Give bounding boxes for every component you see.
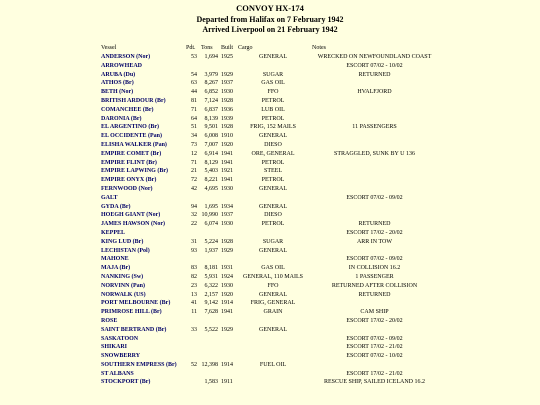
notes-cell: ARR IN TOW — [356, 238, 393, 245]
built-year-cell: 1928 — [221, 238, 233, 245]
tonnage-cell: 6,008 — [204, 133, 218, 140]
vessel-name: EMPIRE LAPWING (Br) — [101, 168, 168, 175]
cargo-cell: GRAIN — [263, 309, 283, 316]
table-row — [0, 299, 540, 308]
vessel-name: DARONIA (Br) — [101, 115, 142, 122]
notes-cell: CAM SHIP — [360, 309, 389, 316]
notes-cell: ESCORT 17/02 - 20/02 — [346, 229, 403, 236]
table-row — [0, 282, 540, 291]
table-row — [0, 343, 540, 352]
cargo-cell: GENERAL — [259, 291, 287, 298]
vessel-name: JAMES HAWSON (Nor) — [101, 221, 165, 228]
notes-cell: IN COLLISION 16.2 — [348, 265, 401, 272]
table-row — [0, 167, 540, 176]
position-cell: 42 — [191, 185, 197, 192]
tonnage-cell: 1,695 — [204, 203, 218, 210]
position-cell: 32 — [191, 212, 197, 219]
arrival-line: Arrived Liverpool on 21 February 1942 — [202, 25, 338, 34]
table-row — [0, 291, 540, 300]
departure-line: Departed from Halifax on 7 February 1942 — [196, 15, 344, 24]
built-year-cell: 1920 — [221, 141, 233, 148]
cargo-cell: ORE, GENERAL — [251, 150, 295, 157]
tonnage-cell: 6,914 — [204, 150, 218, 157]
notes-cell: 11 PASSENGERS — [352, 124, 397, 131]
position-cell: 34 — [191, 133, 197, 140]
built-year-cell: 1931 — [221, 265, 233, 272]
cargo-cell: FRIG, GENERAL — [250, 300, 296, 307]
table-row — [0, 264, 540, 273]
tonnage-cell: 5,403 — [204, 168, 218, 175]
vessel-name: PRIMROSE HILL (Br) — [101, 309, 162, 316]
table-row — [0, 247, 540, 256]
vessel-name: ATHOS (Br) — [101, 80, 134, 87]
position-cell: 63 — [191, 80, 197, 87]
tonnage-cell: 1,583 — [204, 379, 218, 386]
cargo-cell: SUGAR — [262, 71, 284, 78]
built-year-cell: 1920 — [221, 291, 233, 298]
tonnage-cell: 8,139 — [204, 115, 218, 122]
table-row — [0, 71, 540, 80]
notes-cell: ESCORT 17/02 - 21/02 — [346, 370, 403, 377]
built-year-cell: 1930 — [221, 89, 233, 96]
notes-cell: ESCORT 17/02 - 21/02 — [346, 344, 403, 351]
position-cell: 83 — [191, 265, 197, 272]
vessel-name: EL ARGENTINO (Br) — [101, 124, 160, 131]
vessel-name: EMPIRE ONYX (Br) — [101, 177, 157, 184]
built-year-cell: 1941 — [221, 150, 233, 157]
page-title: CONVOY HX-174 — [236, 3, 304, 13]
vessel-name: FERNWOOD (Nor) — [101, 185, 153, 192]
tonnage-cell: 8,267 — [204, 80, 218, 87]
table-row — [0, 159, 540, 168]
table-row — [0, 326, 540, 335]
notes-cell: ESCORT 07/02 - 10/02 — [346, 62, 403, 69]
table-row — [0, 317, 540, 326]
table-row — [0, 150, 540, 159]
notes-cell: 1 PASSENGER — [355, 273, 394, 280]
tonnage-cell: 6,074 — [204, 221, 218, 228]
cargo-cell: SUGAR — [262, 238, 284, 245]
cargo-cell: FFO — [267, 89, 279, 96]
built-year-cell: 1930 — [221, 221, 233, 228]
cargo-cell: GENERAL — [259, 247, 287, 254]
vessel-name: NORWALK (US) — [101, 291, 146, 298]
position-cell: 51 — [191, 124, 197, 131]
cargo-cell: GENERAL — [259, 185, 287, 192]
position-cell: 31 — [191, 238, 197, 245]
table-row — [0, 62, 540, 71]
built-year-cell: 1910 — [221, 133, 233, 140]
table-row — [0, 132, 540, 141]
table-row — [0, 194, 540, 203]
table-row — [0, 255, 540, 264]
table-row — [0, 97, 540, 106]
built-year-cell: 1936 — [221, 106, 233, 113]
col-tons-header: Tons — [201, 45, 213, 51]
tonnage-cell: 10,990 — [201, 212, 218, 219]
tonnage-cell: 9,142 — [204, 300, 218, 307]
built-year-cell: 1914 — [221, 361, 233, 368]
cargo-cell: STEEL — [264, 168, 282, 175]
tonnage-cell: 5,224 — [204, 238, 218, 245]
vessel-name: SOUTHERN EMPRESS (Br) — [101, 361, 177, 368]
cargo-cell: LUB OIL — [261, 106, 285, 113]
vessel-name: MAJA (Br) — [101, 265, 131, 272]
position-cell: 53 — [191, 54, 197, 60]
built-year-cell: 1914 — [221, 300, 233, 307]
vessel-name: LECHISTAN (Pol) — [101, 247, 150, 254]
vessel-name: HOEGH GIANT (Nor) — [101, 212, 161, 219]
vessel-name: KING LUD (Br) — [101, 238, 144, 245]
vessel-name: SNOWBERRY — [101, 353, 141, 360]
cargo-cell: GAS OIL — [261, 265, 285, 272]
position-cell: 12 — [191, 150, 197, 157]
table-row — [0, 115, 540, 124]
tonnage-cell: 8,181 — [204, 265, 218, 272]
vessel-name: ARROWHEAD — [101, 62, 143, 69]
vessel-name: SHIKARI — [101, 344, 128, 351]
built-year-cell: 1941 — [221, 177, 233, 184]
notes-cell: HVALFJORD — [357, 89, 392, 96]
cargo-cell: FRIG, 152 MAILS — [250, 124, 296, 131]
vessel-name: ST ALBANS — [101, 370, 134, 377]
built-year-cell: 1911 — [221, 379, 233, 386]
vessel-name: ROSE — [101, 317, 118, 324]
position-cell: 71 — [191, 159, 197, 166]
table-row — [0, 185, 540, 194]
notes-cell: RETURNED — [358, 291, 391, 298]
vessel-name: ARUBA (Du) — [101, 71, 136, 78]
notes-cell: RETURNED AFTER COLLISION — [331, 282, 418, 289]
position-cell: 71 — [191, 106, 197, 113]
position-cell: 54 — [191, 71, 197, 78]
notes-cell: ESCORT 07/02 - 09/02 — [346, 335, 403, 342]
tonnage-cell: 6,837 — [204, 106, 218, 113]
table-row — [0, 370, 540, 379]
table-row — [0, 106, 540, 115]
position-cell: 81 — [191, 97, 197, 104]
col-notes-header: Notes — [312, 45, 326, 51]
tonnage-cell: 6,852 — [204, 89, 218, 96]
vessel-name: STOCKPORT (Br) — [101, 379, 151, 386]
built-year-cell: 1929 — [221, 326, 233, 333]
tonnage-cell: 1,937 — [204, 247, 218, 254]
built-year-cell: 1925 — [221, 54, 233, 60]
table-row — [0, 378, 540, 387]
convoy-table — [0, 53, 540, 387]
table-row — [0, 308, 540, 317]
built-year-cell: 1928 — [221, 124, 233, 131]
tonnage-cell: 5,931 — [204, 273, 218, 280]
tonnage-cell: 3,979 — [204, 71, 218, 78]
vessel-name: SASKATOON — [101, 335, 139, 342]
tonnage-cell: 4,695 — [204, 185, 218, 192]
table-row — [0, 79, 540, 88]
tonnage-cell: 6,322 — [204, 282, 218, 289]
cargo-cell: DIESO — [264, 212, 282, 219]
cargo-cell: PETROL — [261, 177, 285, 184]
vessel-name: NANKING (Sw) — [101, 273, 144, 280]
table-row — [0, 220, 540, 229]
cargo-cell: FFO — [267, 282, 279, 289]
position-cell: 72 — [191, 177, 197, 184]
tonnage-cell: 1,694 — [204, 54, 218, 60]
vessel-name: GYDA (Br) — [101, 203, 131, 210]
vessel-name: SAINT BERTRAND (Br) — [101, 326, 167, 333]
position-cell: 93 — [191, 247, 197, 254]
vessel-name: ANDERSON (Nor) — [101, 54, 151, 60]
tonnage-cell: 7,628 — [204, 309, 218, 316]
col-vessel-header: Vessel — [101, 45, 117, 51]
cargo-cell: GENERAL — [259, 133, 287, 140]
table-row — [0, 335, 540, 344]
built-year-cell: 1929 — [221, 247, 233, 254]
tonnage-cell: 7,007 — [204, 141, 218, 148]
position-cell: 41 — [191, 300, 197, 307]
built-year-cell: 1934 — [221, 203, 233, 210]
cargo-cell: PETROL — [261, 159, 285, 166]
built-year-cell: 1928 — [221, 97, 233, 104]
cargo-cell: PETROL — [261, 97, 285, 104]
notes-cell: WRECKED ON NEWFOUNDLAND COAST — [317, 54, 432, 60]
tonnage-cell: 8,129 — [204, 159, 218, 166]
tonnage-cell: 5,522 — [204, 326, 218, 333]
cargo-cell: GAS OIL — [261, 80, 285, 87]
cargo-cell: GENERAL — [259, 203, 287, 210]
position-cell: 94 — [191, 203, 197, 210]
position-cell: 21 — [191, 168, 197, 175]
tonnage-cell: 7,124 — [204, 97, 218, 104]
vessel-name: GALT — [101, 194, 118, 201]
table-row — [0, 203, 540, 212]
table-row — [0, 352, 540, 361]
vessel-name: EMPIRE COMET (Br) — [101, 150, 162, 157]
built-year-cell: 1929 — [221, 71, 233, 78]
built-year-cell: 1937 — [221, 212, 233, 219]
col-cargo-header: Cargo — [238, 45, 253, 51]
col-built-header: Built — [221, 45, 234, 51]
vessel-name: EL OCCIDENTE (Pan) — [101, 133, 163, 140]
position-cell: 82 — [191, 273, 197, 280]
built-year-cell: 1939 — [221, 115, 233, 122]
table-row — [0, 123, 540, 132]
position-cell: 73 — [191, 141, 197, 148]
built-year-cell: 1937 — [221, 80, 233, 87]
table-row — [0, 229, 540, 238]
built-year-cell: 1924 — [221, 273, 233, 280]
notes-cell: STRAGGLED, SUNK BY U 136 — [334, 150, 415, 157]
vessel-name: BETH (Nor) — [101, 89, 134, 96]
notes-cell: ESCORT 17/02 - 20/02 — [346, 317, 403, 324]
table-row — [0, 141, 540, 150]
table-row — [0, 238, 540, 247]
built-year-cell: 1941 — [221, 309, 233, 316]
cargo-cell: DIESO — [264, 141, 282, 148]
vessel-name: ELISHA WALKER (Pan) — [101, 141, 167, 148]
position-cell: 13 — [191, 291, 197, 298]
table-row — [0, 88, 540, 97]
tonnage-cell: 9,501 — [204, 124, 218, 131]
vessel-name: BRITISH ARDOUR (Br) — [101, 97, 166, 104]
table-row — [0, 53, 540, 62]
built-year-cell: 1941 — [221, 159, 233, 166]
built-year-cell: 1921 — [221, 168, 233, 175]
vessel-name: KEPPEL — [101, 229, 126, 236]
position-cell: 22 — [191, 221, 197, 228]
position-cell: 52 — [191, 361, 197, 368]
position-cell: 11 — [191, 309, 197, 316]
tonnage-cell: 12,398 — [201, 361, 218, 368]
notes-cell: ESCORT 07/02 - 09/02 — [346, 256, 403, 263]
tonnage-cell: 2,157 — [204, 291, 218, 298]
position-cell: 33 — [191, 326, 197, 333]
notes-cell: ESCORT 07/02 - 09/02 — [346, 194, 403, 201]
vessel-name: NORVINN (Pan) — [101, 282, 145, 289]
vessel-name: EMPIRE FLINT (Br) — [101, 159, 157, 166]
position-cell: 44 — [191, 89, 197, 96]
position-cell: 64 — [191, 115, 197, 122]
table-row — [0, 211, 540, 220]
position-cell: 23 — [191, 282, 197, 289]
vessel-name: COMANCHEE (Br) — [101, 106, 154, 113]
cargo-cell: FUEL OIL — [259, 361, 287, 368]
vessel-name: PORT MELBOURNE (Br) — [101, 300, 171, 307]
cargo-cell: GENERAL — [259, 54, 287, 60]
tonnage-cell: 8,221 — [204, 177, 218, 184]
table-row — [0, 176, 540, 185]
notes-cell: RETURNED — [358, 221, 391, 228]
table-row — [0, 361, 540, 370]
cargo-cell: PETROL — [261, 115, 285, 122]
notes-cell: ESCORT 07/02 - 10/02 — [346, 353, 403, 360]
notes-cell: RESCUE SHIP, SAILED ICELAND 16.2 — [323, 379, 425, 386]
notes-cell: RETURNED — [358, 71, 391, 78]
vessel-name: MAHONE — [101, 256, 129, 263]
built-year-cell: 1930 — [221, 282, 233, 289]
cargo-cell: PETROL — [261, 221, 285, 228]
col-pdt-header: Pdt. — [186, 45, 196, 51]
cargo-cell: GENERAL, 110 MAILS — [243, 273, 303, 280]
built-year-cell: 1930 — [221, 185, 233, 192]
table-row — [0, 273, 540, 282]
cargo-cell: GENERAL — [259, 326, 287, 333]
